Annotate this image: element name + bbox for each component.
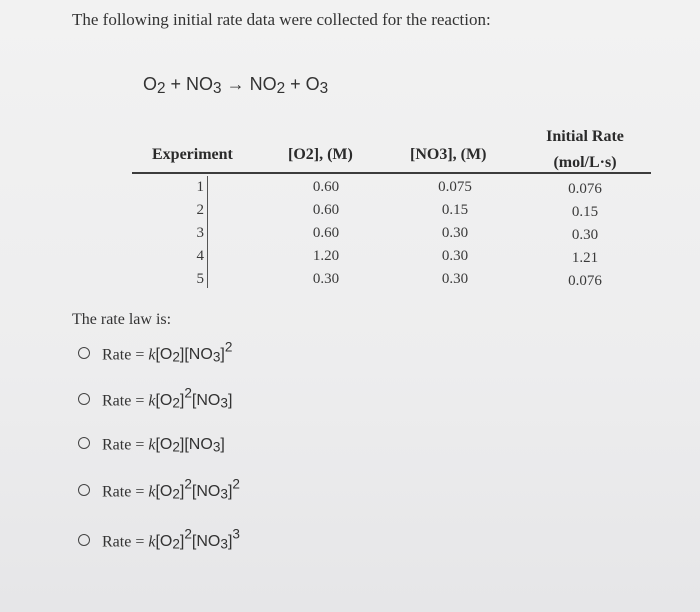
radio-button[interactable]	[78, 347, 90, 359]
column-o2	[296, 176, 356, 291]
option-5[interactable]	[78, 527, 240, 552]
table-cell: 0.60	[312, 179, 340, 195]
question-prompt: The rate law is:	[72, 311, 172, 328]
column-divider	[207, 176, 208, 288]
header-initial-rate: Initial Rate (mol/L·s)	[546, 128, 624, 171]
table-cell: 0.076	[568, 273, 602, 289]
header-no3: [NO3], (M)	[410, 146, 487, 163]
table-cell: 0.60	[312, 225, 340, 241]
option-1[interactable]	[78, 340, 232, 365]
header-experiment: Experiment	[152, 146, 233, 163]
rate-law-expression: Rate = $k[O_2]^2[NO_3]$	[102, 386, 233, 412]
column-no3	[425, 176, 485, 291]
rate-law-expression: Rate = $k[O_2]^2[NO_3]^2$	[102, 477, 240, 503]
table-cell: 0.30	[441, 271, 469, 287]
table-cell: 5	[196, 271, 204, 287]
option-4[interactable]	[78, 477, 240, 502]
table-cell: 2	[196, 202, 204, 218]
table-cell: 0.075	[438, 179, 472, 195]
table-cell: 1	[196, 179, 204, 195]
table-cell: 0.15	[441, 202, 469, 218]
column-experiment	[170, 176, 204, 291]
table-header-rule	[132, 172, 651, 174]
option-3[interactable]	[78, 430, 225, 455]
header-o2: [O2], (M)	[288, 146, 353, 163]
radio-button[interactable]	[78, 393, 90, 405]
reaction-equation: $O_2 + NO_3 \to NO_2 + O_3$	[143, 74, 329, 98]
table-cell: 0.30	[312, 271, 340, 287]
table-cell: 0.15	[571, 204, 599, 220]
radio-button[interactable]	[78, 437, 90, 449]
table-cell: 4	[196, 248, 204, 264]
radio-button[interactable]	[78, 484, 90, 496]
rate-law-expression: Rate = $k[O_2][NO_3]$	[102, 436, 225, 456]
option-2[interactable]	[78, 386, 232, 411]
table-cell: 0.30	[441, 225, 469, 241]
intro-text: The following initial rate data were collected for the reaction:	[72, 10, 491, 29]
table-cell: 1.20	[312, 248, 340, 264]
radio-button[interactable]	[78, 534, 90, 546]
table-cell: 0.076	[568, 181, 602, 197]
table-cell: 0.30	[571, 227, 599, 243]
table-cell: 3	[196, 225, 204, 241]
column-initial-rate	[555, 178, 615, 293]
rate-law-expression: Rate = $k[O_2]^2[NO_3]^3$	[102, 527, 240, 553]
table-cell: 1.21	[571, 250, 599, 266]
table-cell: 0.60	[312, 202, 340, 218]
rate-law-expression: Rate = $k[O_2][NO_3]^2$	[102, 340, 233, 366]
table-cell: 0.30	[441, 248, 469, 264]
